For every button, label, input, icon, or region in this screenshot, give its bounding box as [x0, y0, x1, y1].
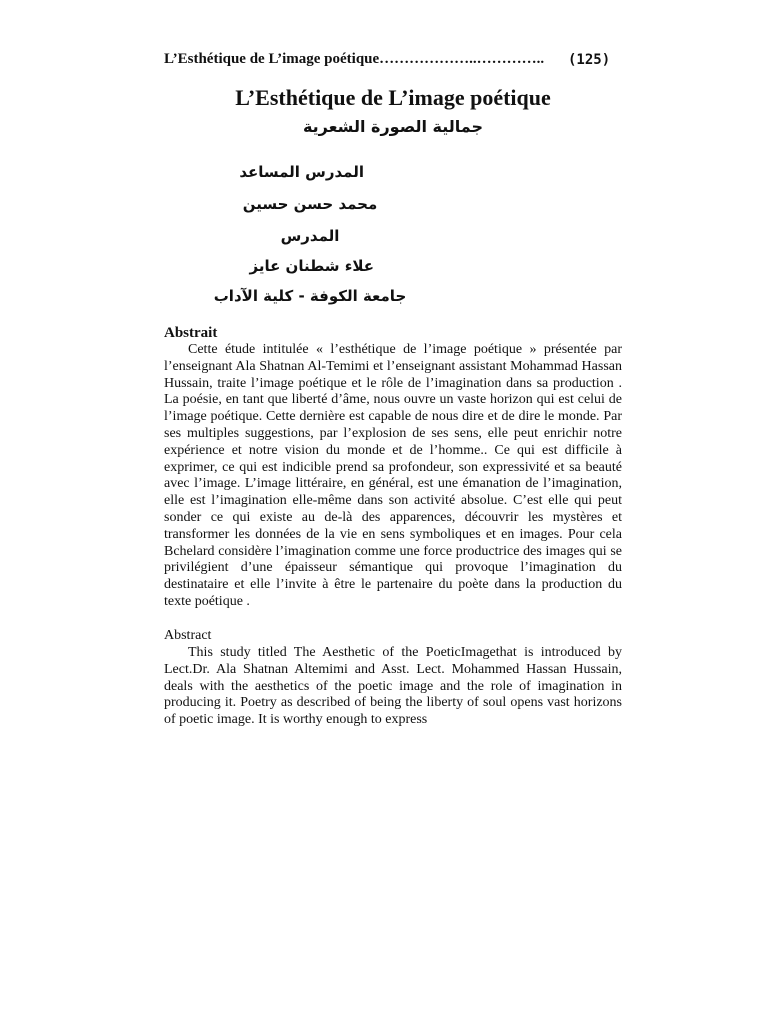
article-title-arabic: جمالية الصورة الشعرية	[302, 117, 484, 136]
abstract-fr-body: Cette étude intitulée « l’esthétique de l’image poétique » présentée par l’enseignant Ala Shatnan Al-Temimi et l’enseignant assistant Mohammad Hassan Hussain, traite l’image poétique et le rôle de l’imagination dans sa production . La poésie, en tant que liberté d’âme, nous ouvre un vaste horizon qui est celui de l’image poétique. Cette dernière est capable de nous dire et de dire le monde. Par ses multiples suggestions, par l’explosion de ses sens, elle peut enrichir notre expérience et notre vision du monde et de l’homme.. Ce qui est difficile à exprimer, ce qui est indicible prend sa profondeur, son expressivité et sa beauté avec l’image. L’image littéraire, en général, est une émanation de l’imagination, elle est l’imagination elle-même dans son activité absolue. C’est elle qui peut sonder ce qui existe au de-là des apparences, découvrir les mystères et transformer les données de la vie en sens symboliques et en images. Pour cela Bchelard considère l’imagination comme une force productrice des images qui se privilégient d’une épaisseur sémantique qui provoque l’imagination du destinataire et elle l’invite à être le partenaire du poète dans la production du texte poétique .	[164, 342, 622, 609]
author-2-role: المدرس	[280, 227, 340, 245]
author-1-name: محمد حسن حسين	[242, 195, 378, 213]
article-title: L’Esthétique de L’image poétique	[235, 85, 551, 110]
running-header	[164, 51, 624, 73]
abstract-en-heading: Abstract	[164, 628, 212, 643]
author-2-name: علاء شطنان عايز	[249, 257, 374, 275]
abstract-fr-heading: Abstrait	[164, 325, 218, 341]
running-header-title: L’Esthétique de L’image poétique………………..…………..	[164, 51, 545, 67]
author-affiliation: جامعة الكوفة - كلية الآداب	[213, 287, 407, 305]
abstract-en-body: This study titled The Aesthetic of the PoeticImagethat is introduced by Lect.Dr. Ala Shatnan Altemimi and Asst. Lect. Mohammed Hassan Hussain, deals with the aesthetics of the poetic image and the role of imagination in producing it. Poetry as described of being the liberty of soul opens vast horizons of poetic image. It is worthy enough to express	[164, 645, 622, 728]
author-1-role: المدرس المساعد	[239, 163, 364, 181]
page-number: (125)	[568, 52, 611, 68]
